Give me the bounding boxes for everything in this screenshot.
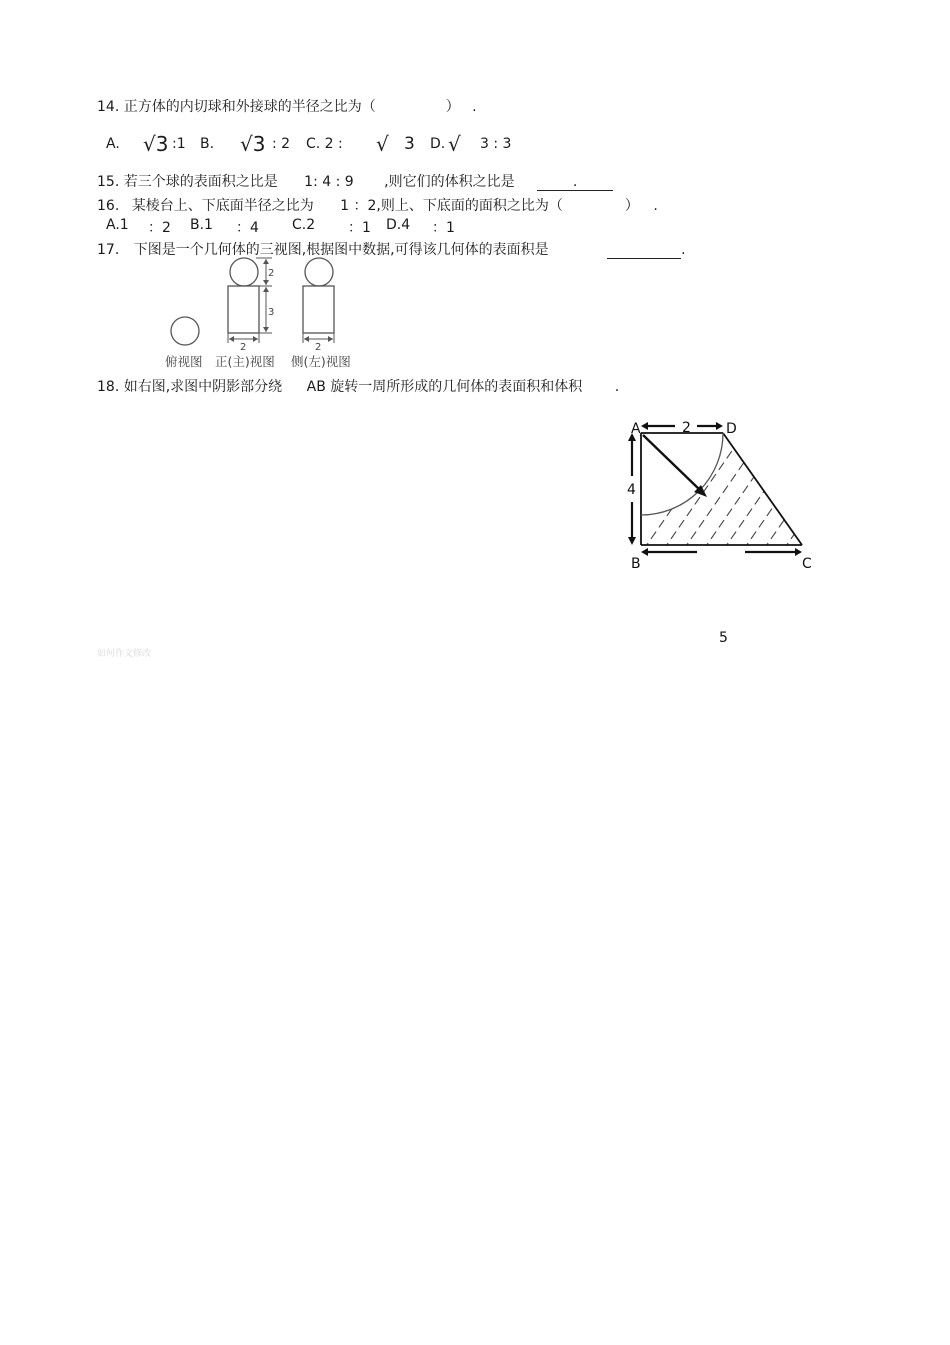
front-view-circle: [230, 258, 258, 286]
q15-tail: ,则它们的体积之比是: [384, 174, 515, 190]
q14-option-c-rest: 3: [404, 134, 415, 154]
q17-end: .: [681, 242, 686, 258]
q14-option-a-rest: :1: [172, 136, 186, 152]
q14-options: [106, 132, 536, 158]
q14-option-a-label: A.: [106, 136, 120, 152]
q16-options: [106, 217, 486, 237]
q14-option-a-sqrt: √3: [143, 132, 169, 156]
q18-number: 18.: [97, 379, 120, 395]
q16-stem-close: ）: [624, 198, 639, 214]
q16-line: [97, 195, 658, 215]
q14-number: 14.: [97, 99, 120, 115]
q17-answer-blank[interactable]: [607, 242, 681, 259]
q18-tail: 旋转一周所形成的几何体的表面积和体积: [330, 379, 583, 395]
side-view-circle: [305, 258, 333, 286]
q18-end: .: [614, 379, 620, 395]
q16-option-d-1: D.4: [386, 217, 411, 233]
q14-stem-end: .: [472, 99, 477, 115]
side-view-label: 侧(左)视图: [291, 354, 351, 369]
q18-stem: 如右图,求图中阴影部分绕: [123, 379, 283, 395]
q17-number: 17.: [97, 242, 120, 258]
q16-option-c-1: C.2: [292, 217, 316, 233]
length-ab-label: 4: [627, 482, 636, 498]
q15-blank-mark: .: [572, 174, 578, 190]
length-ad-label: 2: [682, 420, 691, 436]
q15-answer-blank[interactable]: [537, 174, 613, 191]
q16-option-a-1: A.1: [106, 217, 129, 233]
q14-stem: 正方体的内切球和外接球的半径之比为（: [123, 99, 376, 115]
q14-option-b-label: B.: [200, 136, 215, 152]
dim-width-front-label: 2: [240, 342, 247, 353]
q16-number: 16.: [97, 198, 120, 214]
top-view-circle: [171, 317, 199, 345]
q14-stem-close: ）: [445, 99, 460, 115]
q14-option-d-rest: 3 : 3: [480, 136, 512, 152]
q14-option-b-sqrt: √3: [240, 132, 266, 156]
side-view-rect: [303, 286, 334, 333]
q15-stem: 若三个球的表面积之比是: [123, 174, 278, 190]
point-c-label: C: [802, 556, 812, 572]
three-views-figure: [160, 255, 365, 370]
q16-stem: 某棱台上、下底面半径之比为: [131, 198, 314, 214]
point-b-label: B: [631, 556, 641, 572]
point-a-label: A: [631, 421, 641, 437]
front-view-rect: [228, 286, 259, 333]
q15-number: 15.: [97, 174, 120, 190]
q15-line: [97, 171, 613, 191]
faint-watermark: 如何作文修改: [97, 649, 152, 659]
radius-arrow: [643, 435, 701, 491]
q16-ratio: 1 ：2,则上、下底面的面积之比为（: [340, 198, 563, 214]
length-bc-label: 5: [719, 630, 728, 646]
q14-option-c-text: C. 2 :: [306, 136, 343, 152]
q17-stem: 下图是一个几何体的三视图,根据图中数据,可得该几何体的表面积是: [133, 242, 549, 258]
dim-width-side-label: 2: [315, 342, 322, 353]
q16-option-d-2: ：1: [432, 220, 455, 236]
rotation-figure: [615, 412, 830, 657]
point-d-label: D: [726, 421, 737, 437]
q16-stem-end: .: [653, 198, 658, 214]
front-view-label: 正(主)视图: [215, 354, 275, 369]
q14-option-d-label: D.: [430, 136, 446, 152]
q16-option-b-1: B.1: [190, 217, 213, 233]
q18-line: [97, 376, 619, 396]
q14-option-d-sqrt: √: [448, 132, 461, 156]
dim-rect-label: 3: [268, 307, 275, 318]
q15-ratio: 1: 4 : 9: [304, 174, 354, 190]
side-dc: [723, 433, 802, 545]
q14-line: [97, 96, 477, 116]
q14-option-c-sqrt: √: [376, 132, 389, 156]
q18-axis: AB: [306, 379, 326, 395]
q14-option-b-rest: : 2: [272, 136, 291, 152]
dim-circle-label: 2: [268, 268, 275, 279]
q16-option-c-2: ：1: [348, 220, 371, 236]
top-view-label: 俯视图: [165, 354, 203, 369]
q16-option-b-2: ：4: [236, 220, 259, 236]
q16-option-a-2: ：2: [148, 220, 171, 236]
